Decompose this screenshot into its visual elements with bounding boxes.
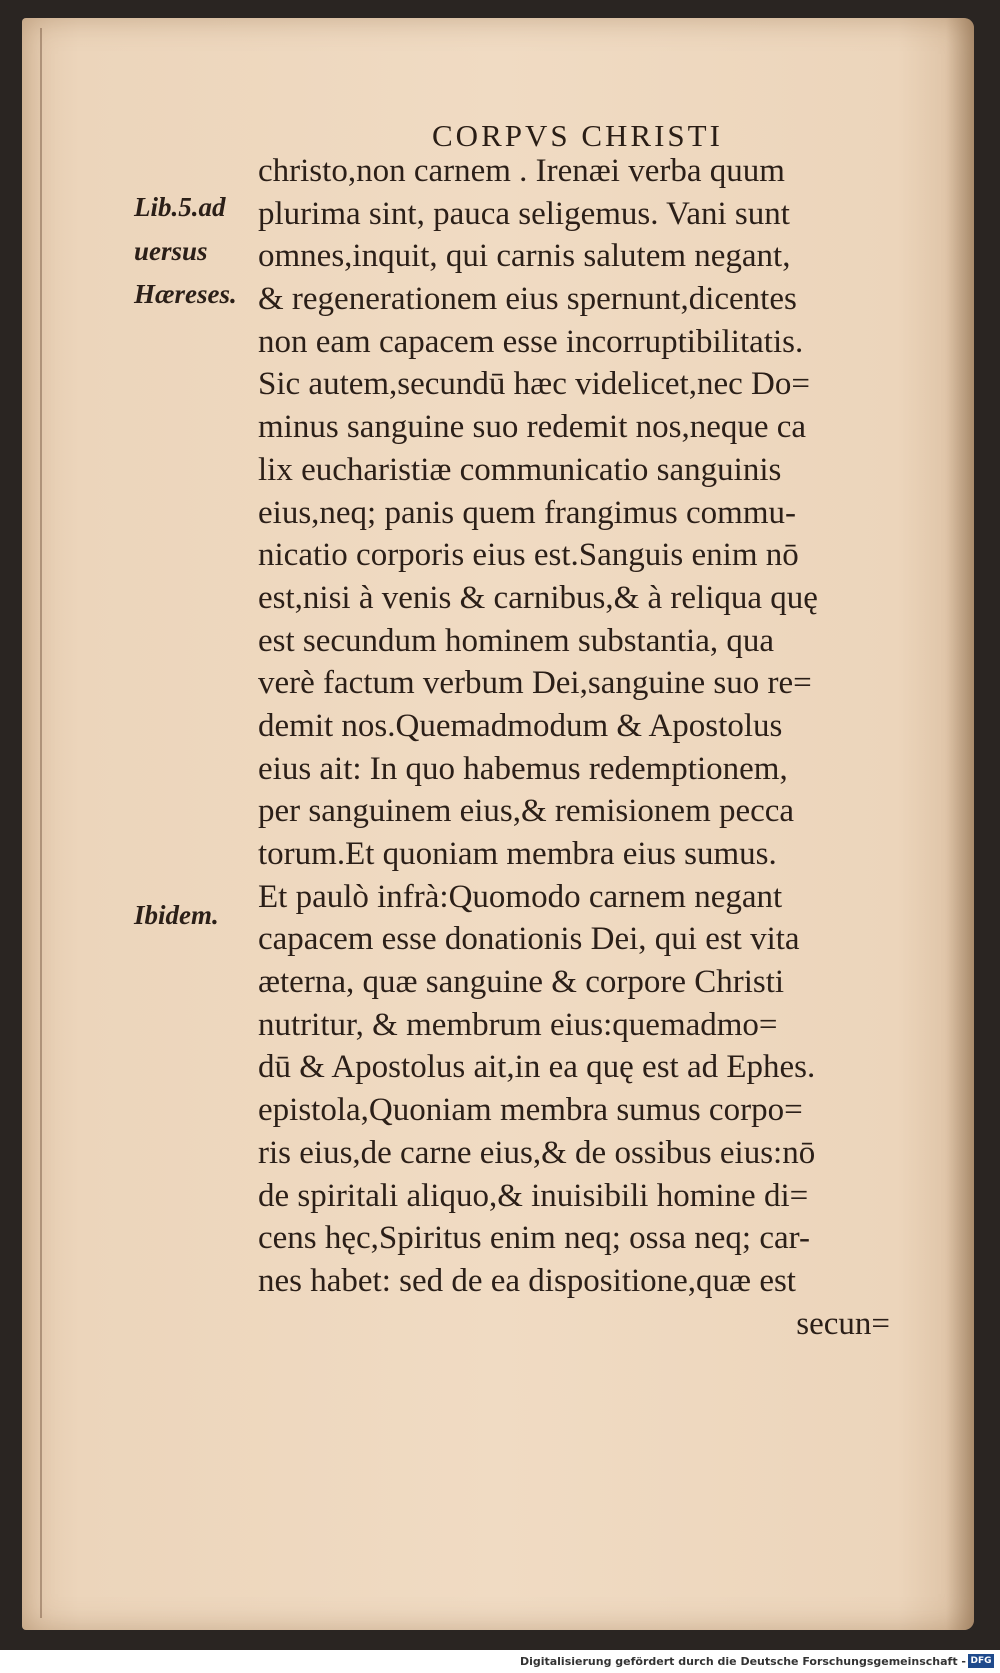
text-line: est,nisi à venis & carnibus,& à reliqua quę	[258, 579, 818, 616]
text-line: cens hęc,Spiritus enim neq; ossa neq; car-	[258, 1220, 810, 1257]
text-line: plurima sint, pauca seligemus. Vani sunt	[258, 195, 790, 232]
text-line: nes habet: sed de ea dispositione,quæ est	[258, 1262, 796, 1299]
text-line: æterna, quæ sanguine & corpore Christi	[258, 964, 785, 1001]
text-line: minus sanguine suo redemit nos,neque ca	[258, 409, 807, 446]
text-line: dū & Apostolus ait,in ea quę est ad Ephes.	[258, 1049, 816, 1086]
body-text	[258, 150, 898, 1345]
page-gutter-rule	[40, 28, 42, 1618]
text-line: verè factum verbum Dei,sanguine suo re=	[258, 665, 812, 702]
text-line: nutritur, & membrum eius:quemadmo=	[258, 1006, 778, 1043]
text-line: omnes,inquit, qui carnis salutem negant,	[258, 238, 791, 275]
text-line: christo,non carnem . Irenæi verba quum	[258, 153, 785, 189]
text-line: torum.Et quoniam membra eius sumus.	[258, 836, 777, 872]
text-line: ris eius,de carne eius,& de ossibus eius:nō	[258, 1134, 816, 1171]
text-line: de spiritali aliquo,& inuisibili homine di=	[258, 1177, 809, 1214]
text-line: lix eucharistiæ communicatio sanguinis	[258, 451, 782, 488]
margin-note-ibidem: Ibidem.	[134, 900, 219, 930]
text-line: Sic autem,secundū hæc videlicet,nec Do=	[258, 366, 810, 403]
text-line: capacem esse donationis Dei, qui est vita	[258, 921, 800, 958]
text-line: nicatio corporis eius est.Sanguis enim nō	[258, 537, 799, 574]
text-line: non eam capacem esse incorruptibilitatis.	[258, 323, 804, 360]
footer-bar	[0, 1652, 1000, 1673]
running-head: CORPVS CHRISTI	[432, 118, 723, 153]
catchword: secun=	[796, 1305, 890, 1342]
margin-note-lib: Lib.5.ad	[134, 192, 226, 222]
text-line: est secundum hominem substantia, qua	[258, 622, 774, 659]
margin-note-haereses: Hæreses.	[134, 279, 237, 309]
text-line: Et paulò infrà:Quomodo carnem negant	[258, 878, 783, 915]
text-line: per sanguinem eius,& remisionem pecca	[258, 793, 795, 830]
funding-credit: Digitalisierung gefördert durch die Deutsche Forschungsgemeinschaft -	[519, 1655, 966, 1668]
page-edge-shadow	[946, 18, 974, 1630]
text-line: eius ait: In quo habemus redemptionem,	[258, 750, 788, 787]
margin-note-uersus: uersus	[134, 236, 208, 266]
dfg-logo-icon: DFG	[968, 1654, 994, 1668]
text-line: demit nos.Quemadmodum & Apostolus	[258, 707, 783, 744]
text-line: eius,neq; panis quem frangimus commu-	[258, 494, 796, 531]
text-line: epistola,Quoniam membra sumus corpo=	[258, 1092, 803, 1129]
text-line: & regenerationem eius spernunt,dicentes	[258, 281, 797, 318]
